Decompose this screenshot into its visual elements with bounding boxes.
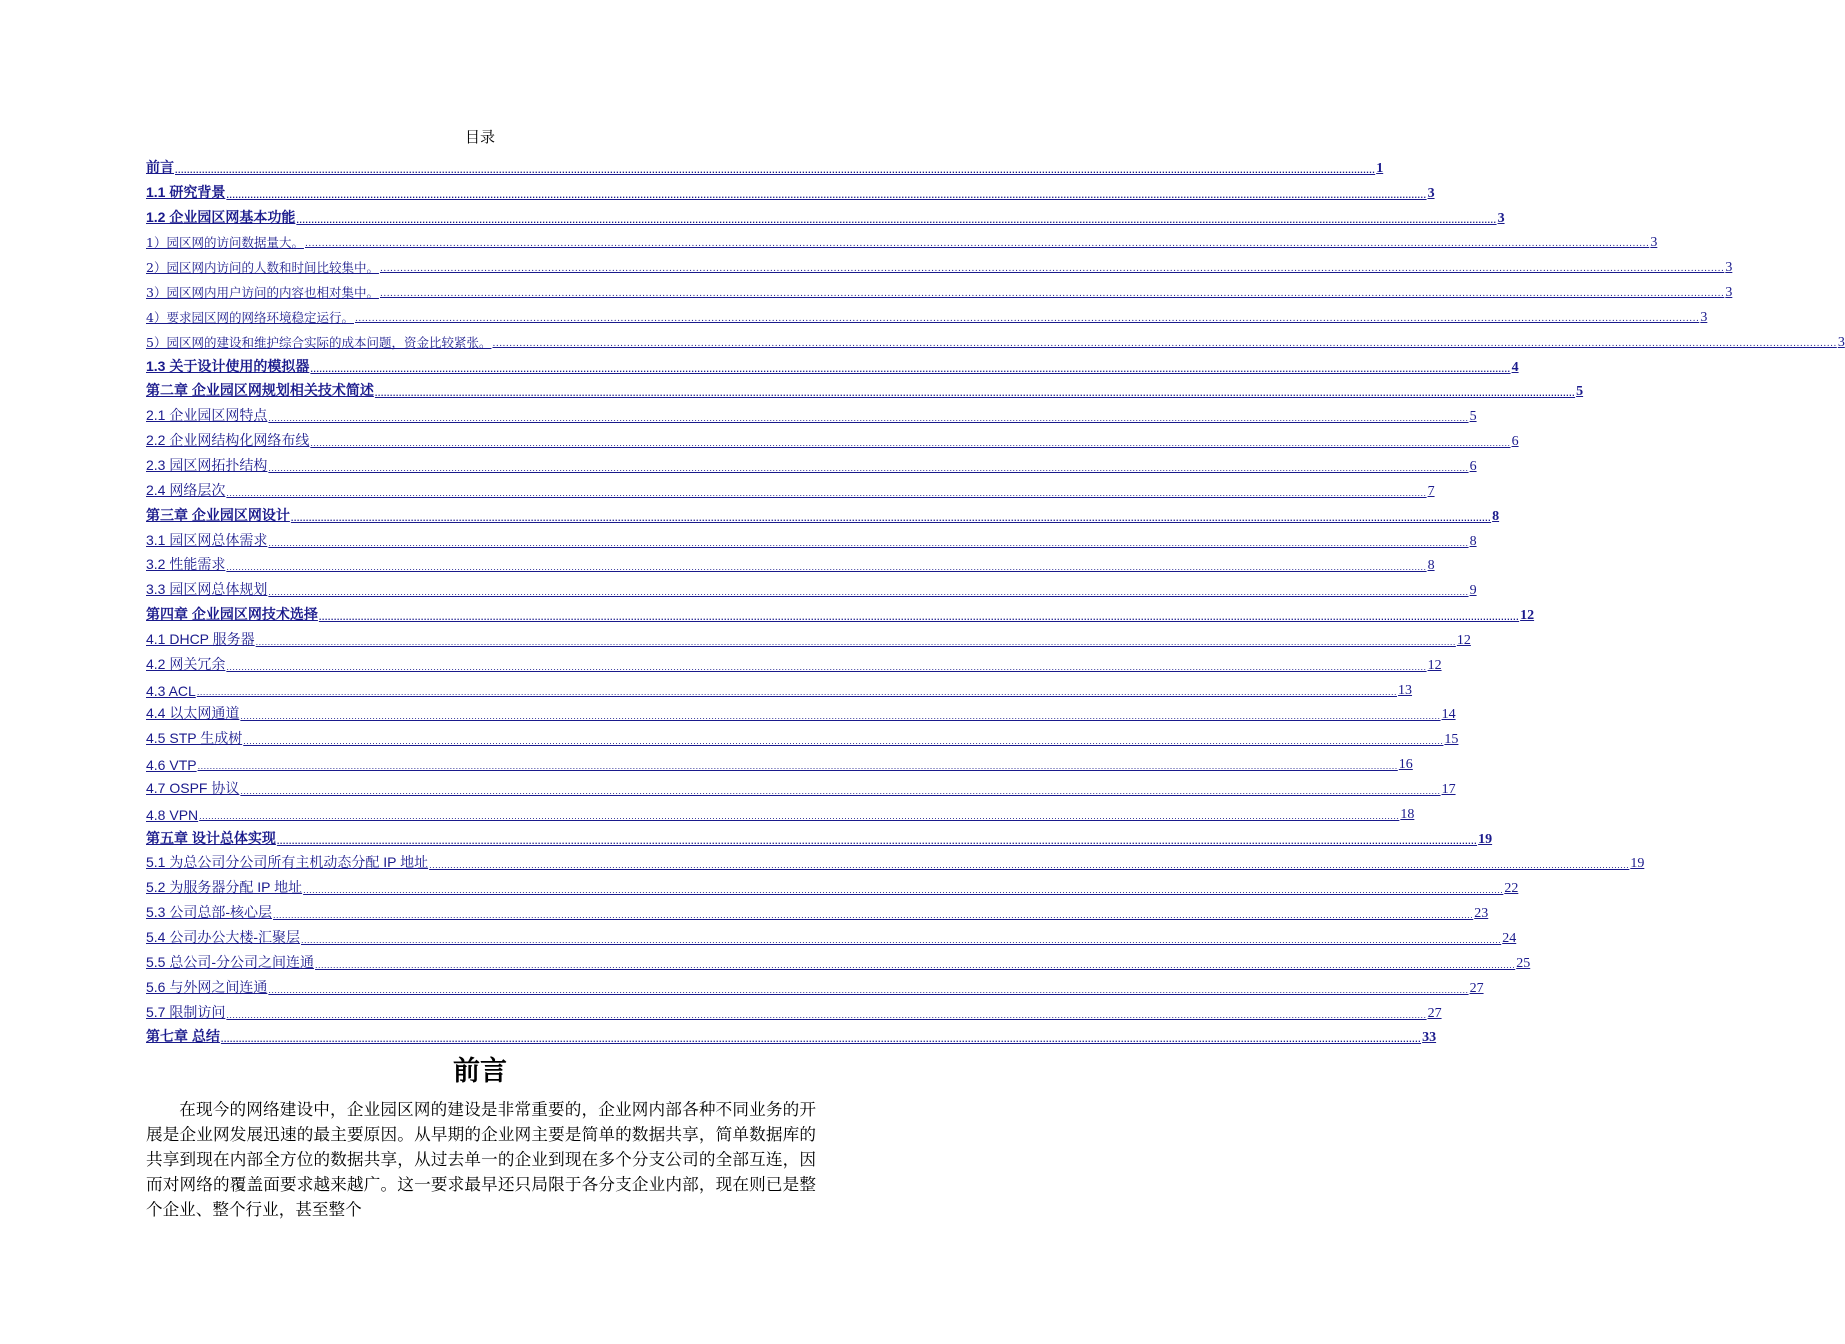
toc-entry-page-number: 3 bbox=[1700, 309, 1708, 325]
toc-entry-label: 第七章 总结 bbox=[146, 1028, 220, 1045]
toc-dot-leader: ................................................................................................................................................................................................................................................................................................................................................................................................................ bbox=[318, 612, 1520, 623]
toc-entry-page-number: 18 bbox=[1400, 806, 1415, 822]
toc-entry-page-number: 12 bbox=[1520, 608, 1535, 624]
toc-dot-leader: ................................................................................................................................................................................................................................................................................................................................................................................................................ bbox=[310, 363, 1511, 374]
toc-entry-label: 4.4 以太网通道 bbox=[146, 705, 240, 722]
toc-entry[interactable] bbox=[146, 202, 1505, 227]
toc-entry-page-number: 4 bbox=[1511, 359, 1519, 375]
toc-entry[interactable] bbox=[146, 227, 1658, 252]
toc-entry-page-number: 3 bbox=[1725, 285, 1733, 301]
toc-dot-leader: ................................................................................................................................................................................................................................................................................................................................................................................................................ bbox=[379, 264, 1725, 275]
toc-entry[interactable] bbox=[146, 276, 1733, 301]
toc-entry-page-number: 33 bbox=[1422, 1030, 1437, 1046]
toc-entry[interactable] bbox=[146, 947, 1531, 972]
toc-entry-page-number: 9 bbox=[1469, 583, 1477, 599]
toc-dot-leader: ................................................................................................................................................................................................................................................................................................................................................................................................................ bbox=[196, 686, 1398, 697]
toc-entry-label: 5）园区网的建设和维护综合实际的成本问题，资金比较紧张。 bbox=[146, 334, 492, 350]
toc-title: 目录 bbox=[464, 128, 495, 146]
toc-entry-label: 前言 bbox=[146, 158, 174, 175]
toc-entry[interactable] bbox=[146, 599, 1535, 624]
toc-dot-leader: ................................................................................................................................................................................................................................................................................................................................................................................................................ bbox=[226, 661, 1427, 672]
toc-entry-page-number: 3 bbox=[1837, 334, 1845, 350]
toc-entry-page-number: 6 bbox=[1511, 434, 1519, 450]
toc-entry[interactable] bbox=[146, 550, 1435, 575]
toc-dot-leader: ................................................................................................................................................................................................................................................................................................................................................................................................................ bbox=[226, 562, 1427, 573]
toc-entry-label: 3.3 园区网总体规划 bbox=[146, 581, 268, 598]
toc-entry-page-number: 14 bbox=[1441, 707, 1456, 723]
toc-entry-label: 5.6 与外网之间连通 bbox=[146, 978, 268, 995]
toc-entry-label: 4.7 OSPF 协议 bbox=[146, 779, 240, 796]
toc-dot-leader: ................................................................................................................................................................................................................................................................................................................................................................................................................ bbox=[268, 587, 1469, 598]
toc-entry-page-number: 1 bbox=[1376, 160, 1384, 176]
toc-entry-label: 4.6 VTP bbox=[146, 757, 197, 774]
toc-entry-page-number: 25 bbox=[1516, 955, 1531, 971]
toc-entry[interactable] bbox=[146, 425, 1519, 450]
toc-entry-page-number: 7 bbox=[1427, 483, 1435, 499]
preface-paragraph: 在现今的网络建设中，企业园区网的建设是非常重要的，企业网内部各种不同业务的开展是企业网发展迅速的最主要原因。从早期的企业网主要是简单的数据共享，简单数据库的共享到现在内部全方位的数据共享，从过去单一的企业到现在多个分支公司的全部互连，因而对网络的覆盖面要求越来越广。这一要求最早还只局限于各分支企业内部，现在则已是整个企业、整个行业，甚至整个 bbox=[146, 1100, 816, 1219]
toc-entry[interactable] bbox=[146, 177, 1435, 202]
toc-entry-label: 5.3 公司总部-核心层 bbox=[146, 904, 273, 921]
toc-entry-page-number: 24 bbox=[1502, 931, 1517, 946]
toc-dot-leader: ................................................................................................................................................................................................................................................................................................................................................................................................................ bbox=[243, 736, 1444, 747]
toc-entry[interactable] bbox=[146, 997, 1442, 1022]
toc-entry-label: 第三章 企业园区网设计 bbox=[146, 506, 290, 523]
toc-dot-leader: ................................................................................................................................................................................................................................................................................................................................................................................................................ bbox=[429, 860, 1630, 871]
toc-entry[interactable] bbox=[146, 922, 1517, 947]
toc-entry-label: 5.4 公司办公大楼-汇聚层 bbox=[146, 929, 301, 945]
toc-entry[interactable] bbox=[146, 699, 1456, 724]
toc-entry[interactable] bbox=[146, 674, 1413, 699]
toc-entry[interactable] bbox=[146, 649, 1442, 674]
toc-dot-leader: ................................................................................................................................................................................................................................................................................................................................................................................................................ bbox=[199, 810, 1400, 821]
toc-entry-label: 第二章 企业园区网规划相关技术简述 bbox=[146, 382, 374, 399]
toc-entry-label: 1）园区网的访问数据量大。 bbox=[146, 235, 304, 251]
toc-entry[interactable] bbox=[146, 723, 1459, 748]
toc-entry-page-number: 17 bbox=[1441, 781, 1456, 797]
toc-dot-leader: ................................................................................................................................................................................................................................................................................................................................................................................................................ bbox=[226, 487, 1427, 498]
toc-entry-page-number: 12 bbox=[1456, 632, 1471, 648]
toc-dot-leader: ................................................................................................................................................................................................................................................................................................................................................................................................................ bbox=[268, 984, 1469, 995]
toc-entry-page-number: 16 bbox=[1398, 757, 1413, 773]
toc-entry-page-number: 19 bbox=[1630, 856, 1645, 872]
toc-entry[interactable] bbox=[146, 1022, 1437, 1047]
toc-entry-label: 4.3 ACL bbox=[146, 682, 196, 699]
toc-entry-page-number: 8 bbox=[1469, 533, 1477, 549]
toc-entry-page-number: 3 bbox=[1497, 210, 1505, 226]
toc-dot-leader: ................................................................................................................................................................................................................................................................................................................................................................................................................ bbox=[226, 189, 1427, 200]
toc-dot-leader: ................................................................................................................................................................................................................................................................................................................................................................................................................ bbox=[197, 761, 1398, 772]
toc-entry[interactable] bbox=[146, 872, 1519, 897]
toc-entry-page-number: 8 bbox=[1492, 508, 1500, 524]
toc-entry-label: 4.8 VPN bbox=[146, 806, 199, 823]
toc-entry-page-number: 6 bbox=[1469, 458, 1477, 474]
toc-entry-page-number: 8 bbox=[1427, 558, 1435, 574]
toc-dot-leader: ................................................................................................................................................................................................................................................................................................................................................................................................................ bbox=[310, 438, 1511, 449]
toc-entry[interactable] bbox=[146, 251, 1733, 276]
toc-dot-leader: ................................................................................................................................................................................................................................................................................................................................................................................................................ bbox=[175, 164, 1376, 175]
toc-entry-page-number: 5 bbox=[1469, 409, 1477, 425]
toc-entry-page-number: 5 bbox=[1576, 384, 1584, 400]
toc-entry-page-number: 27 bbox=[1427, 1005, 1442, 1021]
toc-entry[interactable] bbox=[146, 798, 1415, 823]
toc-entry-label: 3.1 园区网总体需求 bbox=[146, 531, 268, 548]
toc-entry[interactable] bbox=[146, 525, 1477, 550]
toc-entry[interactable] bbox=[146, 376, 1584, 401]
toc-entry-page-number: 3 bbox=[1725, 260, 1733, 276]
toc-entry-label: 第四章 企业园区网技术选择 bbox=[146, 606, 318, 623]
toc-entry-label: 4.5 STP 生成树 bbox=[146, 730, 243, 747]
toc-entry-page-number: 12 bbox=[1427, 657, 1442, 673]
toc-dot-leader: ................................................................................................................................................................................................................................................................................................................................................................................................................ bbox=[374, 388, 1576, 399]
toc-entry-label: 4）要求园区网的网络环境稳定运行。 bbox=[146, 309, 354, 325]
toc-dot-leader: ................................................................................................................................................................................................................................................................................................................................................................................................................ bbox=[268, 537, 1469, 548]
toc-dot-leader: ................................................................................................................................................................................................................................................................................................................................................................................................................ bbox=[301, 935, 1502, 945]
toc-dot-leader: ................................................................................................................................................................................................................................................................................................................................................................................................................ bbox=[255, 636, 1456, 647]
toc-entry[interactable] bbox=[146, 823, 1493, 848]
toc-dot-leader: ................................................................................................................................................................................................................................................................................................................................................................................................................ bbox=[268, 413, 1469, 424]
toc-dot-leader: ................................................................................................................................................................................................................................................................................................................................................................................................................ bbox=[276, 835, 1478, 846]
toc-entry-label: 1.1 研究背景 bbox=[146, 183, 226, 200]
toc-entry-page-number: 3 bbox=[1427, 185, 1435, 201]
toc-entry-page-number: 27 bbox=[1469, 980, 1484, 996]
preface-heading: 前言 bbox=[453, 1056, 507, 1087]
toc-entry-page-number: 15 bbox=[1444, 732, 1459, 748]
toc-entry[interactable] bbox=[146, 748, 1413, 774]
toc-entry-label: 2）园区网内访问的人数和时间比较集中。 bbox=[146, 260, 379, 276]
toc-entry[interactable] bbox=[146, 848, 1645, 873]
toc-entry-label: 1.3 关于设计使用的模拟器 bbox=[146, 357, 310, 374]
toc-entry[interactable] bbox=[146, 773, 1456, 798]
toc-dot-leader: ................................................................................................................................................................................................................................................................................................................................................................................................................ bbox=[226, 1009, 1427, 1020]
toc-entry-page-number: 22 bbox=[1504, 881, 1519, 897]
toc-entry-label: 2.1 企业园区网特点 bbox=[146, 407, 268, 424]
toc-dot-leader: ................................................................................................................................................................................................................................................................................................................................................................................................................ bbox=[220, 1034, 1422, 1045]
toc-entry[interactable] bbox=[146, 475, 1435, 500]
toc-entry[interactable] bbox=[146, 574, 1477, 599]
toc-entry[interactable] bbox=[146, 897, 1489, 922]
toc-dot-leader: ................................................................................................................................................................................................................................................................................................................................................................................................................ bbox=[268, 462, 1469, 473]
toc-dot-leader: ................................................................................................................................................................................................................................................................................................................................................................................................................ bbox=[492, 338, 1837, 349]
toc-entry-label: 3）园区网内用户访问的内容也相对集中。 bbox=[146, 285, 379, 301]
toc-dot-leader: ................................................................................................................................................................................................................................................................................................................................................................................................................ bbox=[303, 885, 1504, 896]
toc-entry-label: 2.3 园区网拓扑结构 bbox=[146, 456, 268, 473]
toc-dot-leader: ................................................................................................................................................................................................................................................................................................................................................................................................................ bbox=[296, 214, 1497, 225]
toc-dot-leader: ................................................................................................................................................................................................................................................................................................................................................................................................................ bbox=[273, 910, 1474, 921]
toc-entry-label: 5.1 为总公司分公司所有主机动态分配 IP 地址 bbox=[146, 854, 429, 871]
toc-entry-label: 第五章 设计总体实现 bbox=[146, 829, 276, 846]
toc-entry-page-number: 13 bbox=[1398, 682, 1413, 698]
toc-entry-label: 5.7 限制访问 bbox=[146, 1003, 226, 1020]
toc-dot-leader: ................................................................................................................................................................................................................................................................................................................................................................................................................ bbox=[354, 313, 1700, 324]
toc-entry[interactable] bbox=[146, 450, 1477, 475]
toc-entry[interactable] bbox=[146, 972, 1484, 997]
toc-entry-label: 1.2 企业园区网基本功能 bbox=[146, 208, 296, 225]
toc-entry-label: 2.4 网络层次 bbox=[146, 481, 226, 498]
toc-entry-label: 4.1 DHCP 服务器 bbox=[146, 630, 255, 647]
toc-entry-label: 5.5 总公司-分公司之间连通 bbox=[146, 953, 315, 970]
toc-entry[interactable] bbox=[146, 326, 1845, 351]
toc-entry[interactable] bbox=[146, 301, 1708, 326]
toc-entry-page-number: 3 bbox=[1650, 235, 1658, 251]
toc-entry-label: 3.2 性能需求 bbox=[146, 556, 226, 573]
table-of-contents bbox=[146, 152, 1845, 1046]
toc-dot-leader: ................................................................................................................................................................................................................................................................................................................................................................................................................ bbox=[304, 239, 1650, 250]
toc-entry[interactable] bbox=[146, 400, 1477, 425]
toc-entry[interactable] bbox=[146, 500, 1500, 525]
toc-entry-label: 2.2 企业网结构化网络布线 bbox=[146, 432, 310, 449]
toc-entry[interactable] bbox=[146, 152, 1384, 177]
toc-dot-leader: ................................................................................................................................................................................................................................................................................................................................................................................................................ bbox=[240, 785, 1441, 796]
toc-entry-page-number: 23 bbox=[1474, 906, 1489, 922]
toc-entry-label: 4.2 网关冗余 bbox=[146, 655, 226, 672]
toc-entry[interactable] bbox=[146, 624, 1471, 649]
toc-dot-leader: ................................................................................................................................................................................................................................................................................................................................................................................................................ bbox=[290, 512, 1492, 523]
toc-entry[interactable] bbox=[146, 351, 1519, 376]
toc-dot-leader: ................................................................................................................................................................................................................................................................................................................................................................................................................ bbox=[240, 711, 1441, 722]
toc-dot-leader: ................................................................................................................................................................................................................................................................................................................................................................................................................ bbox=[315, 959, 1516, 970]
toc-entry-label: 5.2 为服务器分配 IP 地址 bbox=[146, 879, 303, 896]
toc-entry-page-number: 19 bbox=[1478, 831, 1493, 847]
toc-dot-leader: ................................................................................................................................................................................................................................................................................................................................................................................................................ bbox=[379, 289, 1725, 300]
